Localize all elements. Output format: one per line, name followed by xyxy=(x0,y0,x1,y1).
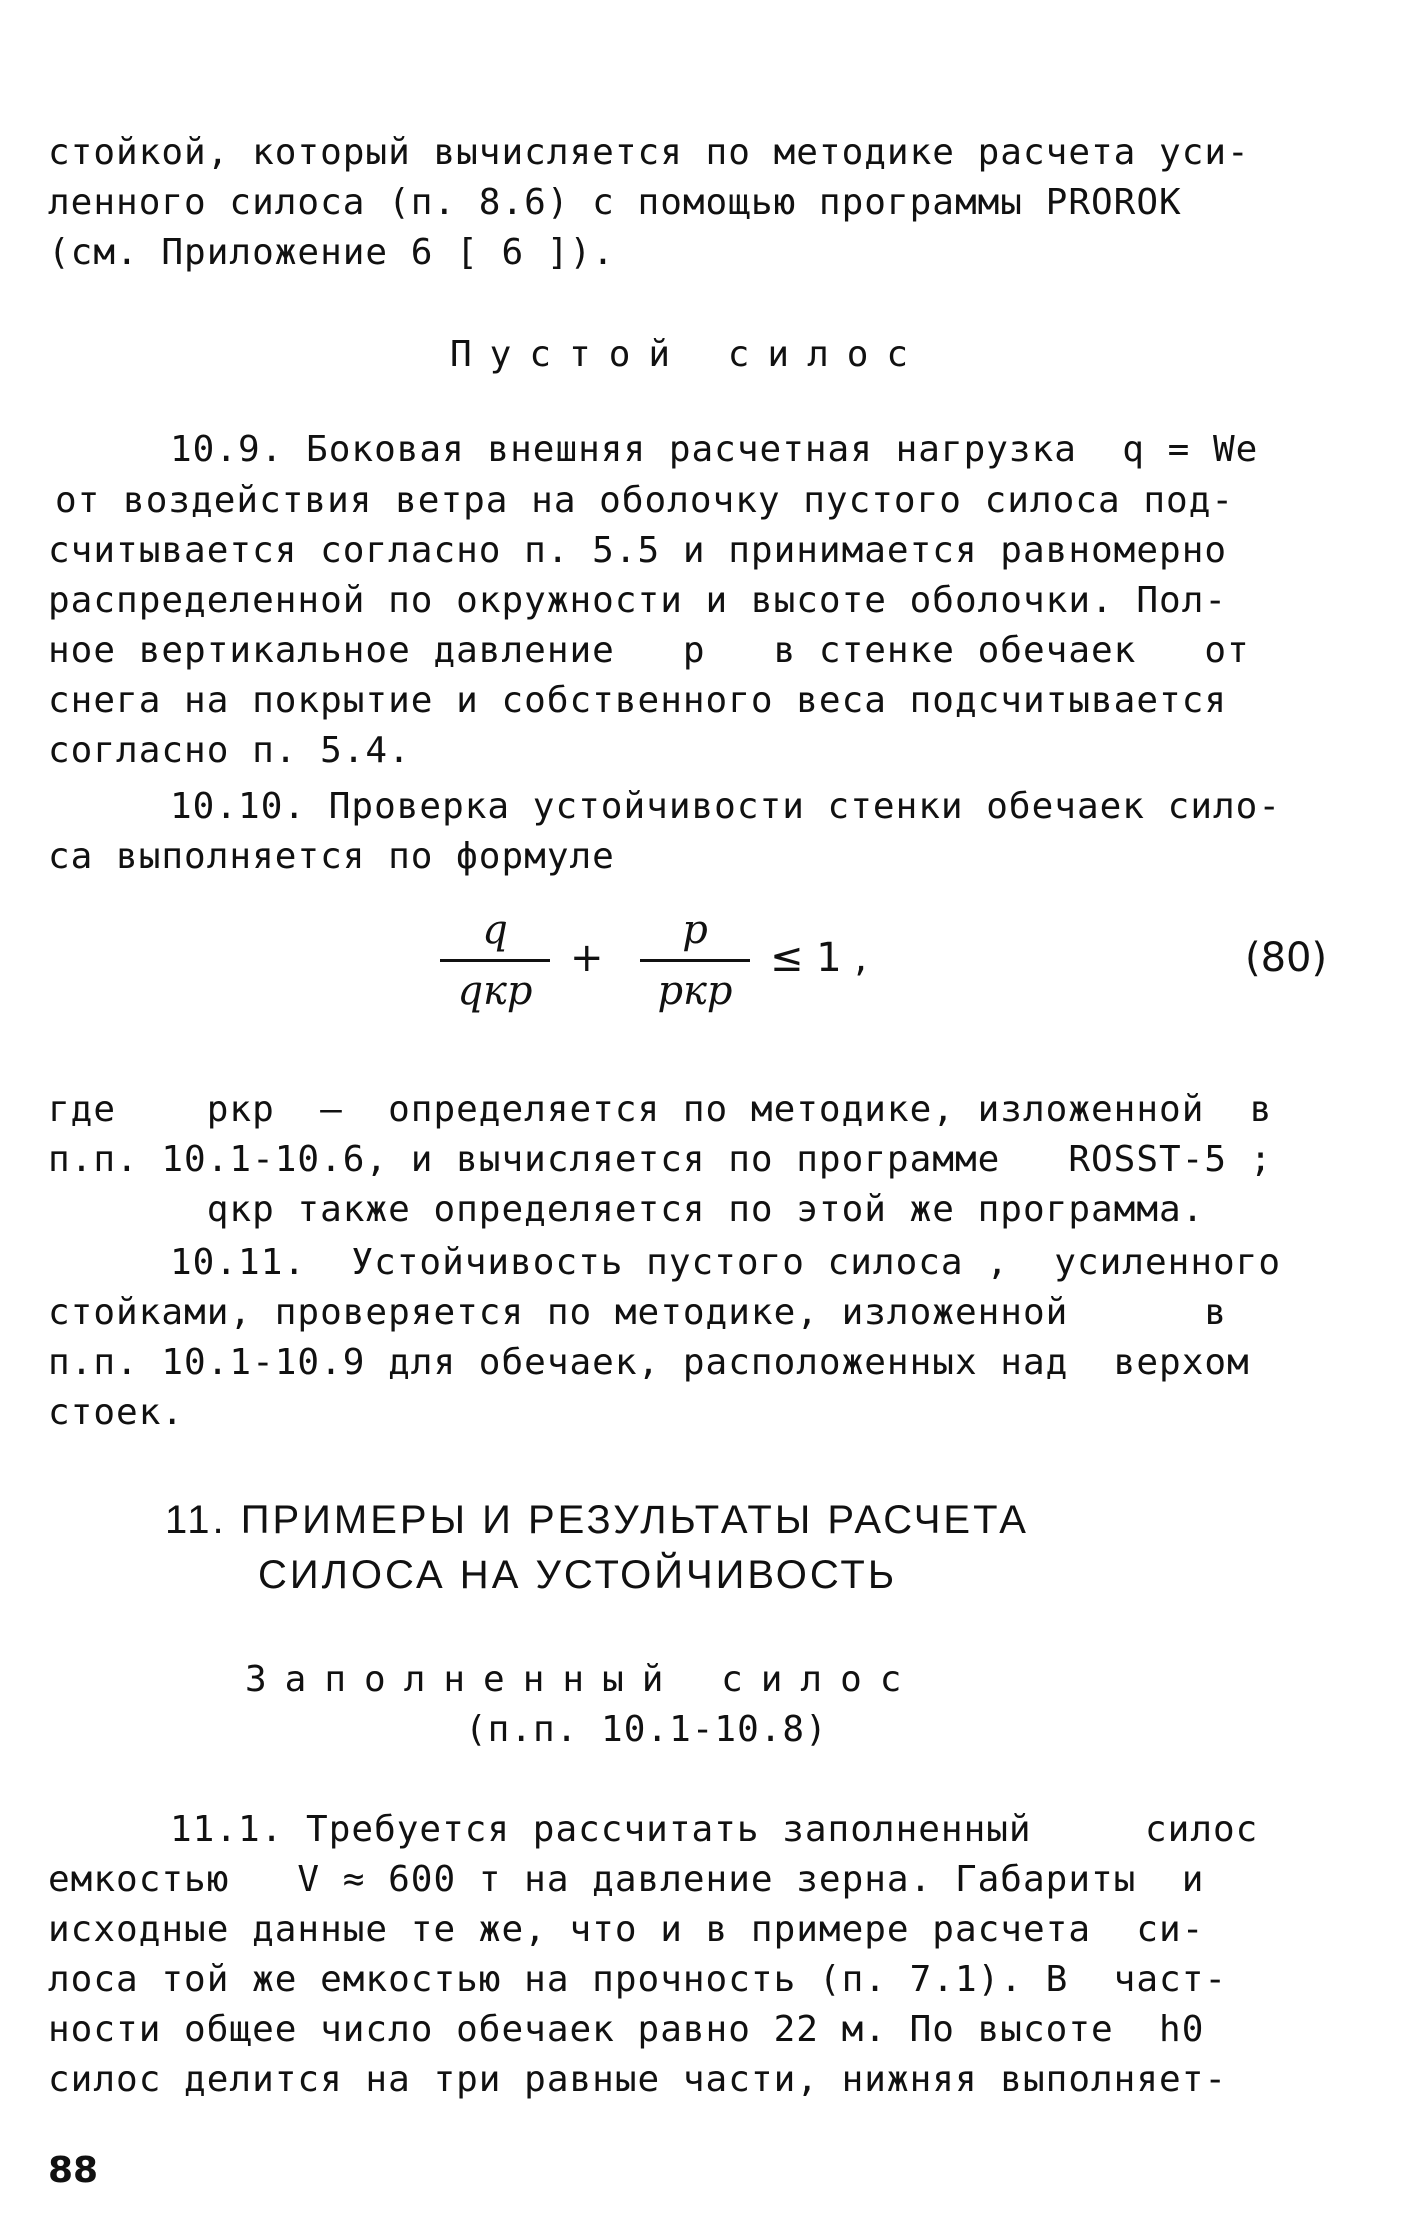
text-line: емкостью V ≈ 600 т на давление зерна. Габариты и xyxy=(48,1859,1205,1900)
clause-10-10-line: 10.10. Проверка устойчивости стенки обечаек сило- xyxy=(170,786,1282,827)
text-line: стоек. xyxy=(48,1392,185,1433)
text-line: стойками, проверяется по методике, изложенной в xyxy=(48,1292,1228,1333)
clause-10-11-line: 10.11. Устойчивость пустого силоса , усиленного xyxy=(170,1242,1282,1283)
text-line: от воздействия ветра на оболочку пустого силоса под- xyxy=(55,480,1235,521)
text-line: исходные данные те же, что и в примере расчета си- xyxy=(48,1909,1205,1950)
text-line: согласно п. 5.4. xyxy=(48,730,411,771)
text-line: считывается согласно п. 5.5 и принимается равномерно xyxy=(48,530,1228,571)
section-heading: Пустой силос xyxy=(450,334,927,375)
text-line: где pкр — определяется по методике, изложенной в xyxy=(48,1089,1273,1130)
text-line: са выполняется по формуле xyxy=(48,836,615,877)
text-line: п.п. 10.1-10.6, и вычисляется по программе ROSST-5 ; xyxy=(48,1139,1273,1180)
text-line: п.п. 10.1-10.9 для обечаек, расположенных над верхом xyxy=(48,1342,1250,1383)
fraction-bar xyxy=(440,959,550,962)
denominator: qкр xyxy=(457,968,533,1014)
page-number: 88 xyxy=(48,2150,99,2191)
text-line: ленного силоса (п. 8.6) с помощью программы PROROK xyxy=(48,182,1182,223)
fraction-bar xyxy=(640,959,750,962)
chapter-heading: 11. ПРИМЕРЫ И РЕЗУЛЬТАТЫ РАСЧЕТА xyxy=(165,1498,1029,1542)
text-line: (см. Приложение 6 [ 6 ]). xyxy=(48,232,615,273)
fraction-q xyxy=(440,905,550,1016)
inequality: ≤ 1 , xyxy=(770,935,868,981)
clause-10-9-line: 10.9. Боковая внешняя расчетная нагрузка q = We xyxy=(170,429,1259,470)
section-subheading: (п.п. 10.1-10.8) xyxy=(465,1709,828,1750)
numerator: q xyxy=(482,907,508,953)
text-line: qкр также определяется по этой же программа. xyxy=(48,1189,1205,1230)
plus-sign: + xyxy=(570,935,604,981)
fraction-p xyxy=(640,905,750,1016)
section-heading: Заполненный силос xyxy=(245,1659,920,1700)
numerator: p xyxy=(682,907,708,953)
text-line: снега на покрытие и собственного веса подсчитывается xyxy=(48,680,1228,721)
chapter-heading: СИЛОСА НА УСТОЙЧИВОСТЬ xyxy=(258,1553,898,1597)
denominator: pкр xyxy=(657,968,733,1014)
text-line: ности общее число обечаек равно 22 м. По высоте h0 xyxy=(48,2009,1205,2050)
text-line: ное вертикальное давление p в стенке обечаек от xyxy=(48,630,1250,671)
clause-11-1-line: 11.1. Требуется рассчитать заполненный силос xyxy=(170,1809,1259,1850)
equation-number: (80) xyxy=(1245,935,1328,981)
text-line: силос делится на три равные части, нижняя выполняет- xyxy=(48,2059,1228,2100)
text-line: распределенной по окружности и высоте оболочки. Пол- xyxy=(48,580,1228,621)
text-line: стойкой, который вычисляется по методике расчета уси- xyxy=(48,132,1250,173)
text-line: лоса той же емкостью на прочность (п. 7.1). В част- xyxy=(48,1959,1228,2000)
